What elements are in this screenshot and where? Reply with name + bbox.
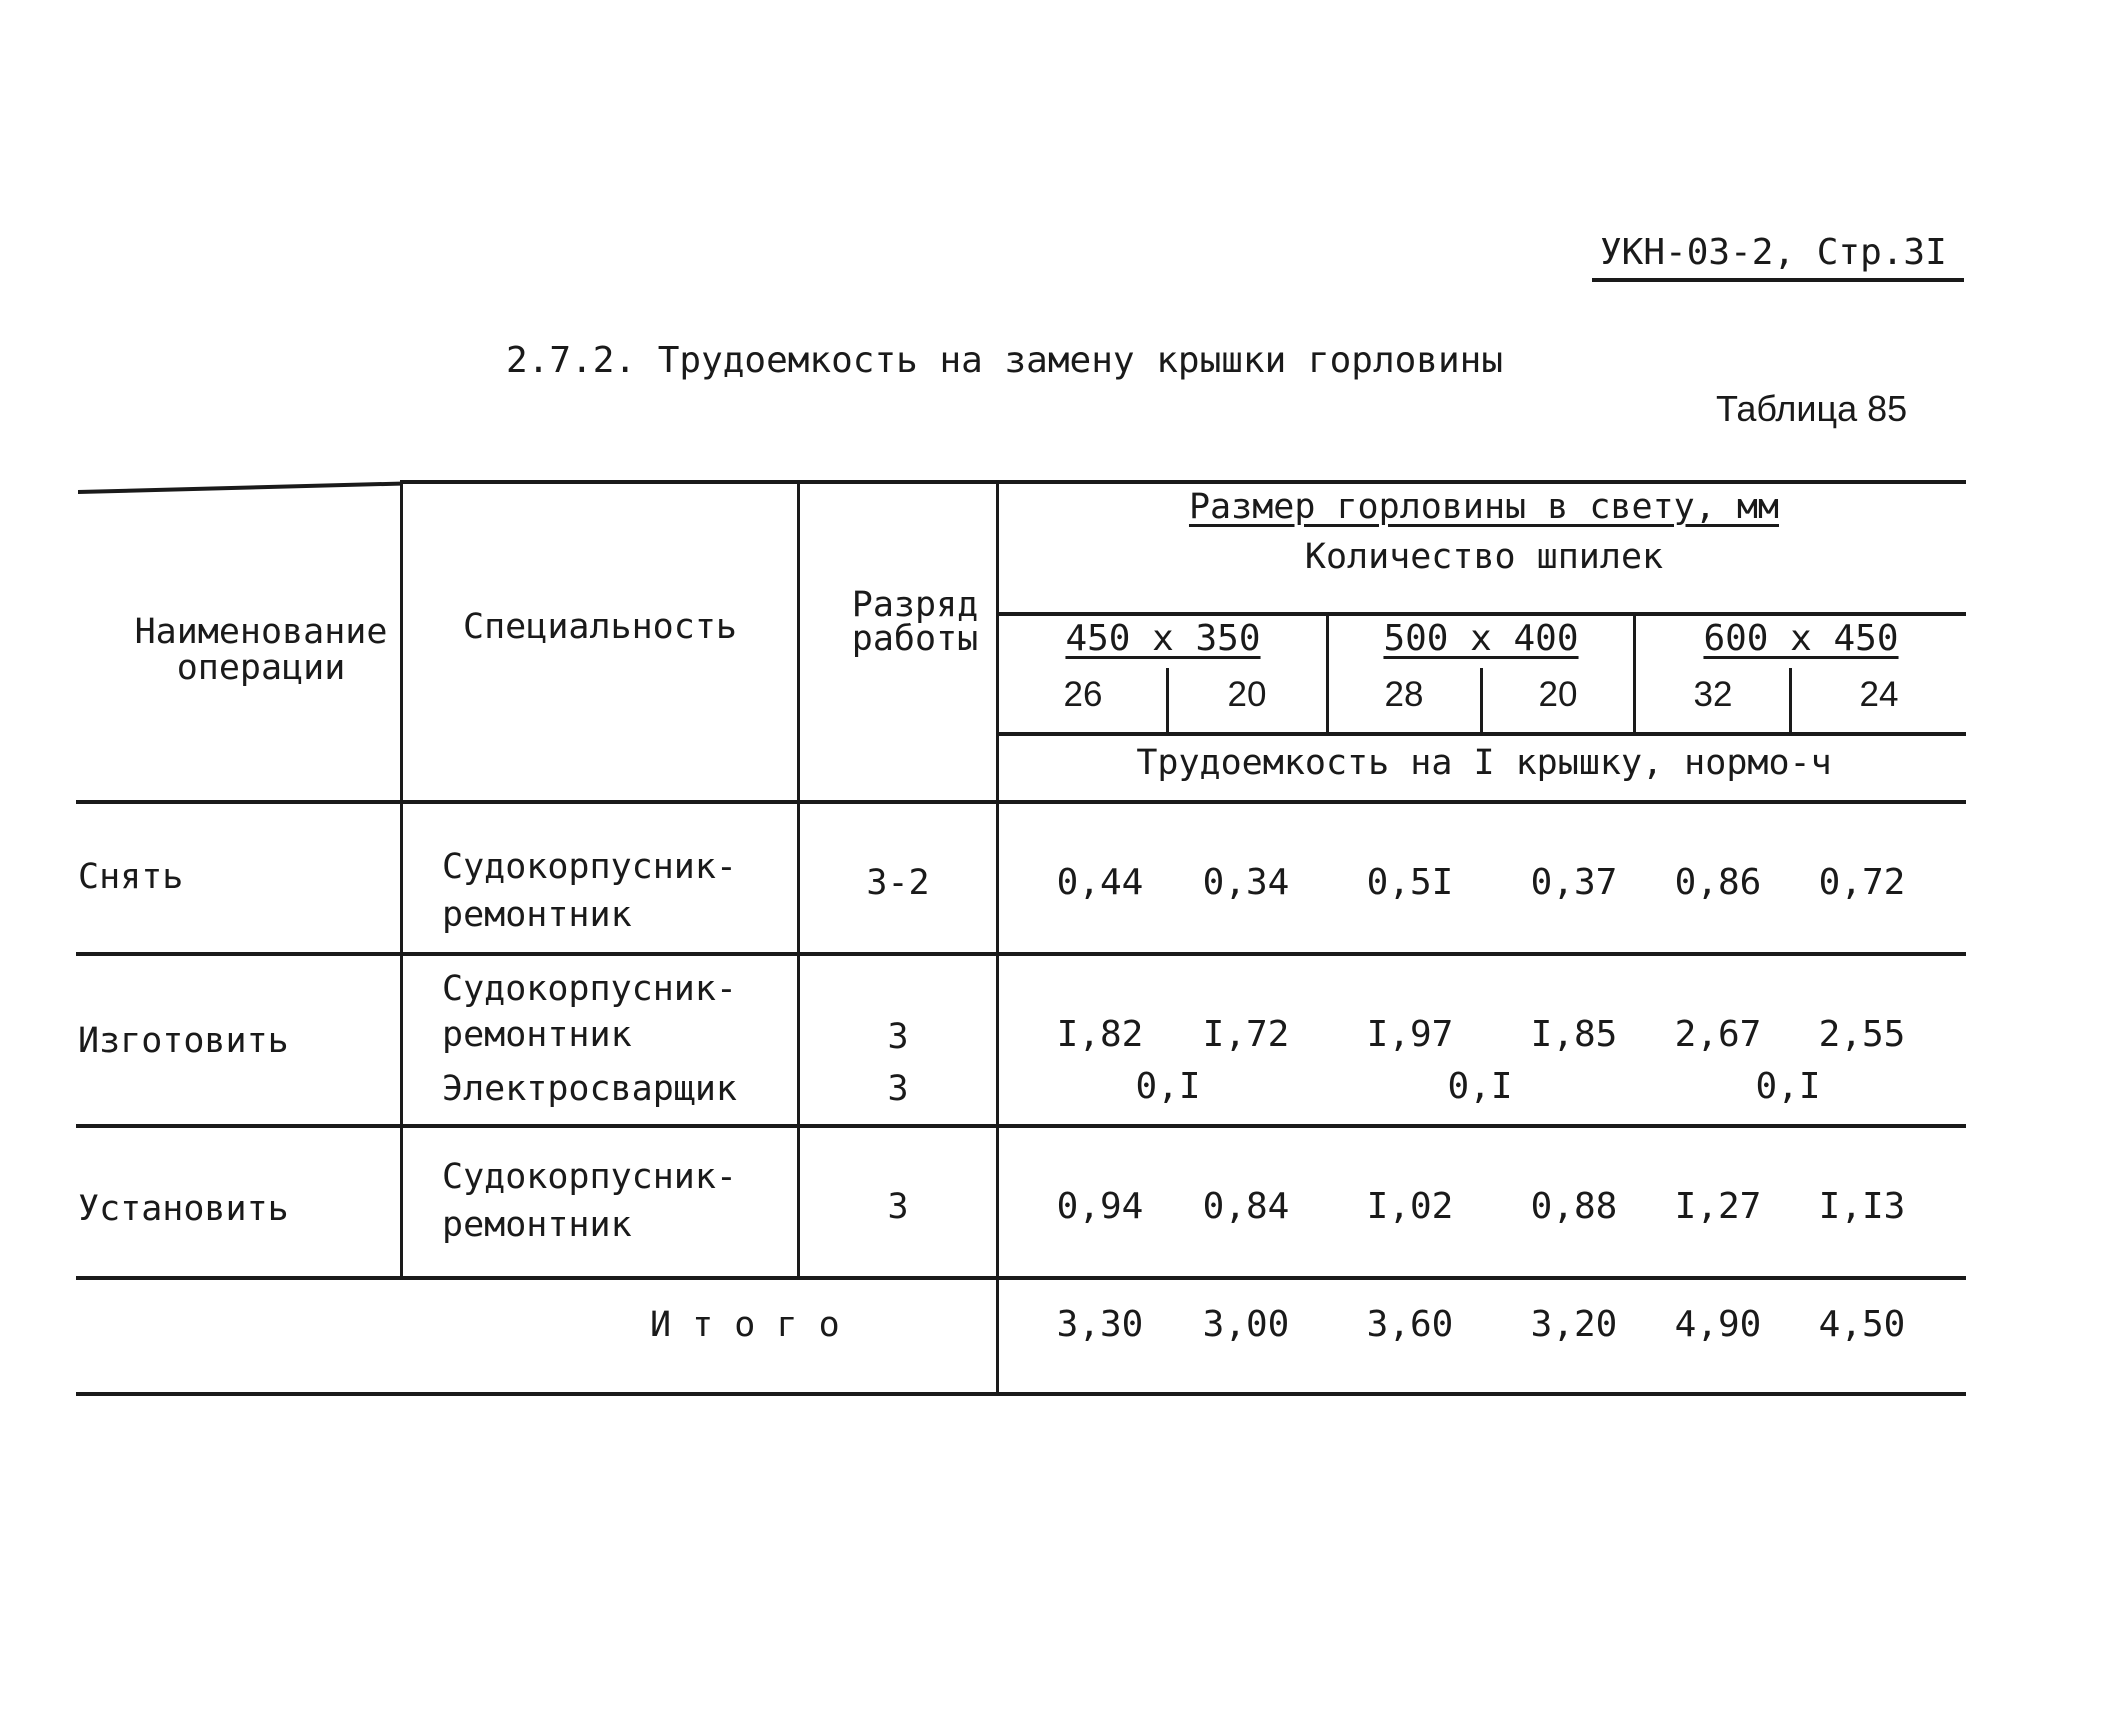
row-1-specialty-1: Судокорпусник- — [442, 847, 738, 887]
header-operation: Наименование операции — [134, 612, 388, 688]
row-3-specialty-1: Судокорпусник- — [442, 1157, 738, 1197]
size-label-3: 600 х 450 — [1703, 618, 1899, 659]
size-label-1: 450 х 350 — [1065, 618, 1261, 659]
table-top-rule — [400, 480, 1966, 484]
row-2-value: 2,55 — [1818, 1014, 1906, 1055]
total-value: 3,60 — [1366, 1304, 1454, 1345]
row-2-welder-value: 0,I — [1755, 1066, 1821, 1107]
header-labor-title: Трудоемкость на I крышку, нормо-ч — [1136, 743, 1832, 783]
row-2-welder-value: 0,I — [1135, 1066, 1201, 1107]
row-2-value: I,85 — [1530, 1014, 1618, 1055]
row-3-grade: 3 — [887, 1187, 909, 1227]
table-number: Таблица 85 — [1716, 388, 1908, 429]
row-3-value: 0,84 — [1202, 1186, 1290, 1227]
row-2-value: 2,67 — [1674, 1014, 1762, 1055]
row-2-value: I,82 — [1056, 1014, 1144, 1055]
table-bottom-rule — [76, 1392, 1966, 1396]
row-2-specialty-3: Электросварщик — [442, 1069, 738, 1109]
row-2-value: I,97 — [1366, 1014, 1454, 1055]
total-value: 3,00 — [1202, 1304, 1290, 1345]
row-2-grade: 3 — [887, 1017, 909, 1057]
col-rule-grade — [996, 480, 999, 1394]
row-1-value: 0,37 — [1530, 862, 1618, 903]
row-1-value: 0,5I — [1366, 862, 1454, 903]
row-3-value: 0,88 — [1530, 1186, 1618, 1227]
row-2-value: I,72 — [1202, 1014, 1290, 1055]
total-value: 3,30 — [1056, 1304, 1144, 1345]
row-1-operation: Снять — [78, 857, 184, 897]
document-code: УКН-03-2, Стр.3I — [1600, 232, 1947, 273]
total-value: 4,90 — [1674, 1304, 1762, 1345]
header-specialty: Специальность — [463, 607, 737, 647]
row-1-value: 0,44 — [1056, 862, 1144, 903]
row-1-value: 0,72 — [1818, 862, 1906, 903]
studs-2a: 28 — [1384, 675, 1424, 714]
header-underline — [1592, 278, 1964, 282]
col-rule-operation — [400, 484, 403, 1278]
row-2-grade-welder: 3 — [887, 1069, 909, 1109]
studs-3b: 24 — [1859, 675, 1899, 714]
table-top-rule-left — [78, 482, 400, 494]
total-value: 3,20 — [1530, 1304, 1618, 1345]
header-bottom-rule — [76, 800, 1966, 804]
row-2-welder-value: 0,I — [1447, 1066, 1513, 1107]
row-2-specialty-1: Судокорпусник- — [442, 969, 738, 1009]
row-3-operation: Установить — [78, 1189, 289, 1229]
row-3-value: I,02 — [1366, 1186, 1454, 1227]
row-3-value: I,I3 — [1818, 1186, 1906, 1227]
row-rule-3 — [76, 1276, 1966, 1280]
size-header-rule — [998, 612, 1966, 616]
row-3-value: 0,94 — [1056, 1186, 1144, 1227]
row-rule-2 — [76, 1124, 1966, 1128]
header-studs-title: Количество шпилек — [1304, 537, 1664, 577]
studs-1b: 20 — [1227, 675, 1267, 714]
studs-3a: 32 — [1693, 675, 1733, 714]
total-value: 4,50 — [1818, 1304, 1906, 1345]
row-3-value: I,27 — [1674, 1186, 1762, 1227]
row-2-operation: Изготовить — [78, 1021, 289, 1061]
row-rule-1 — [76, 952, 1966, 956]
row-1-grade: 3-2 — [866, 863, 930, 903]
row-1-value: 0,86 — [1674, 862, 1762, 903]
header-size-title: Размер горловины в свету, мм — [1188, 487, 1779, 527]
row-3-specialty-2: ремонтник — [442, 1205, 632, 1245]
row-1-value: 0,34 — [1202, 862, 1290, 903]
row-2-specialty-2: ремонтник — [442, 1015, 632, 1055]
row-1-specialty-2: ремонтник — [442, 895, 632, 935]
section-title: 2.7.2. Трудоемкость на замену крышки горловины — [506, 340, 1503, 381]
header-grade: Разряд работы — [851, 585, 979, 659]
studs-1a: 26 — [1063, 675, 1103, 714]
size-label-2: 500 х 400 — [1383, 618, 1579, 659]
total-label: И т о г о — [650, 1305, 840, 1345]
studs-2b: 20 — [1538, 675, 1578, 714]
